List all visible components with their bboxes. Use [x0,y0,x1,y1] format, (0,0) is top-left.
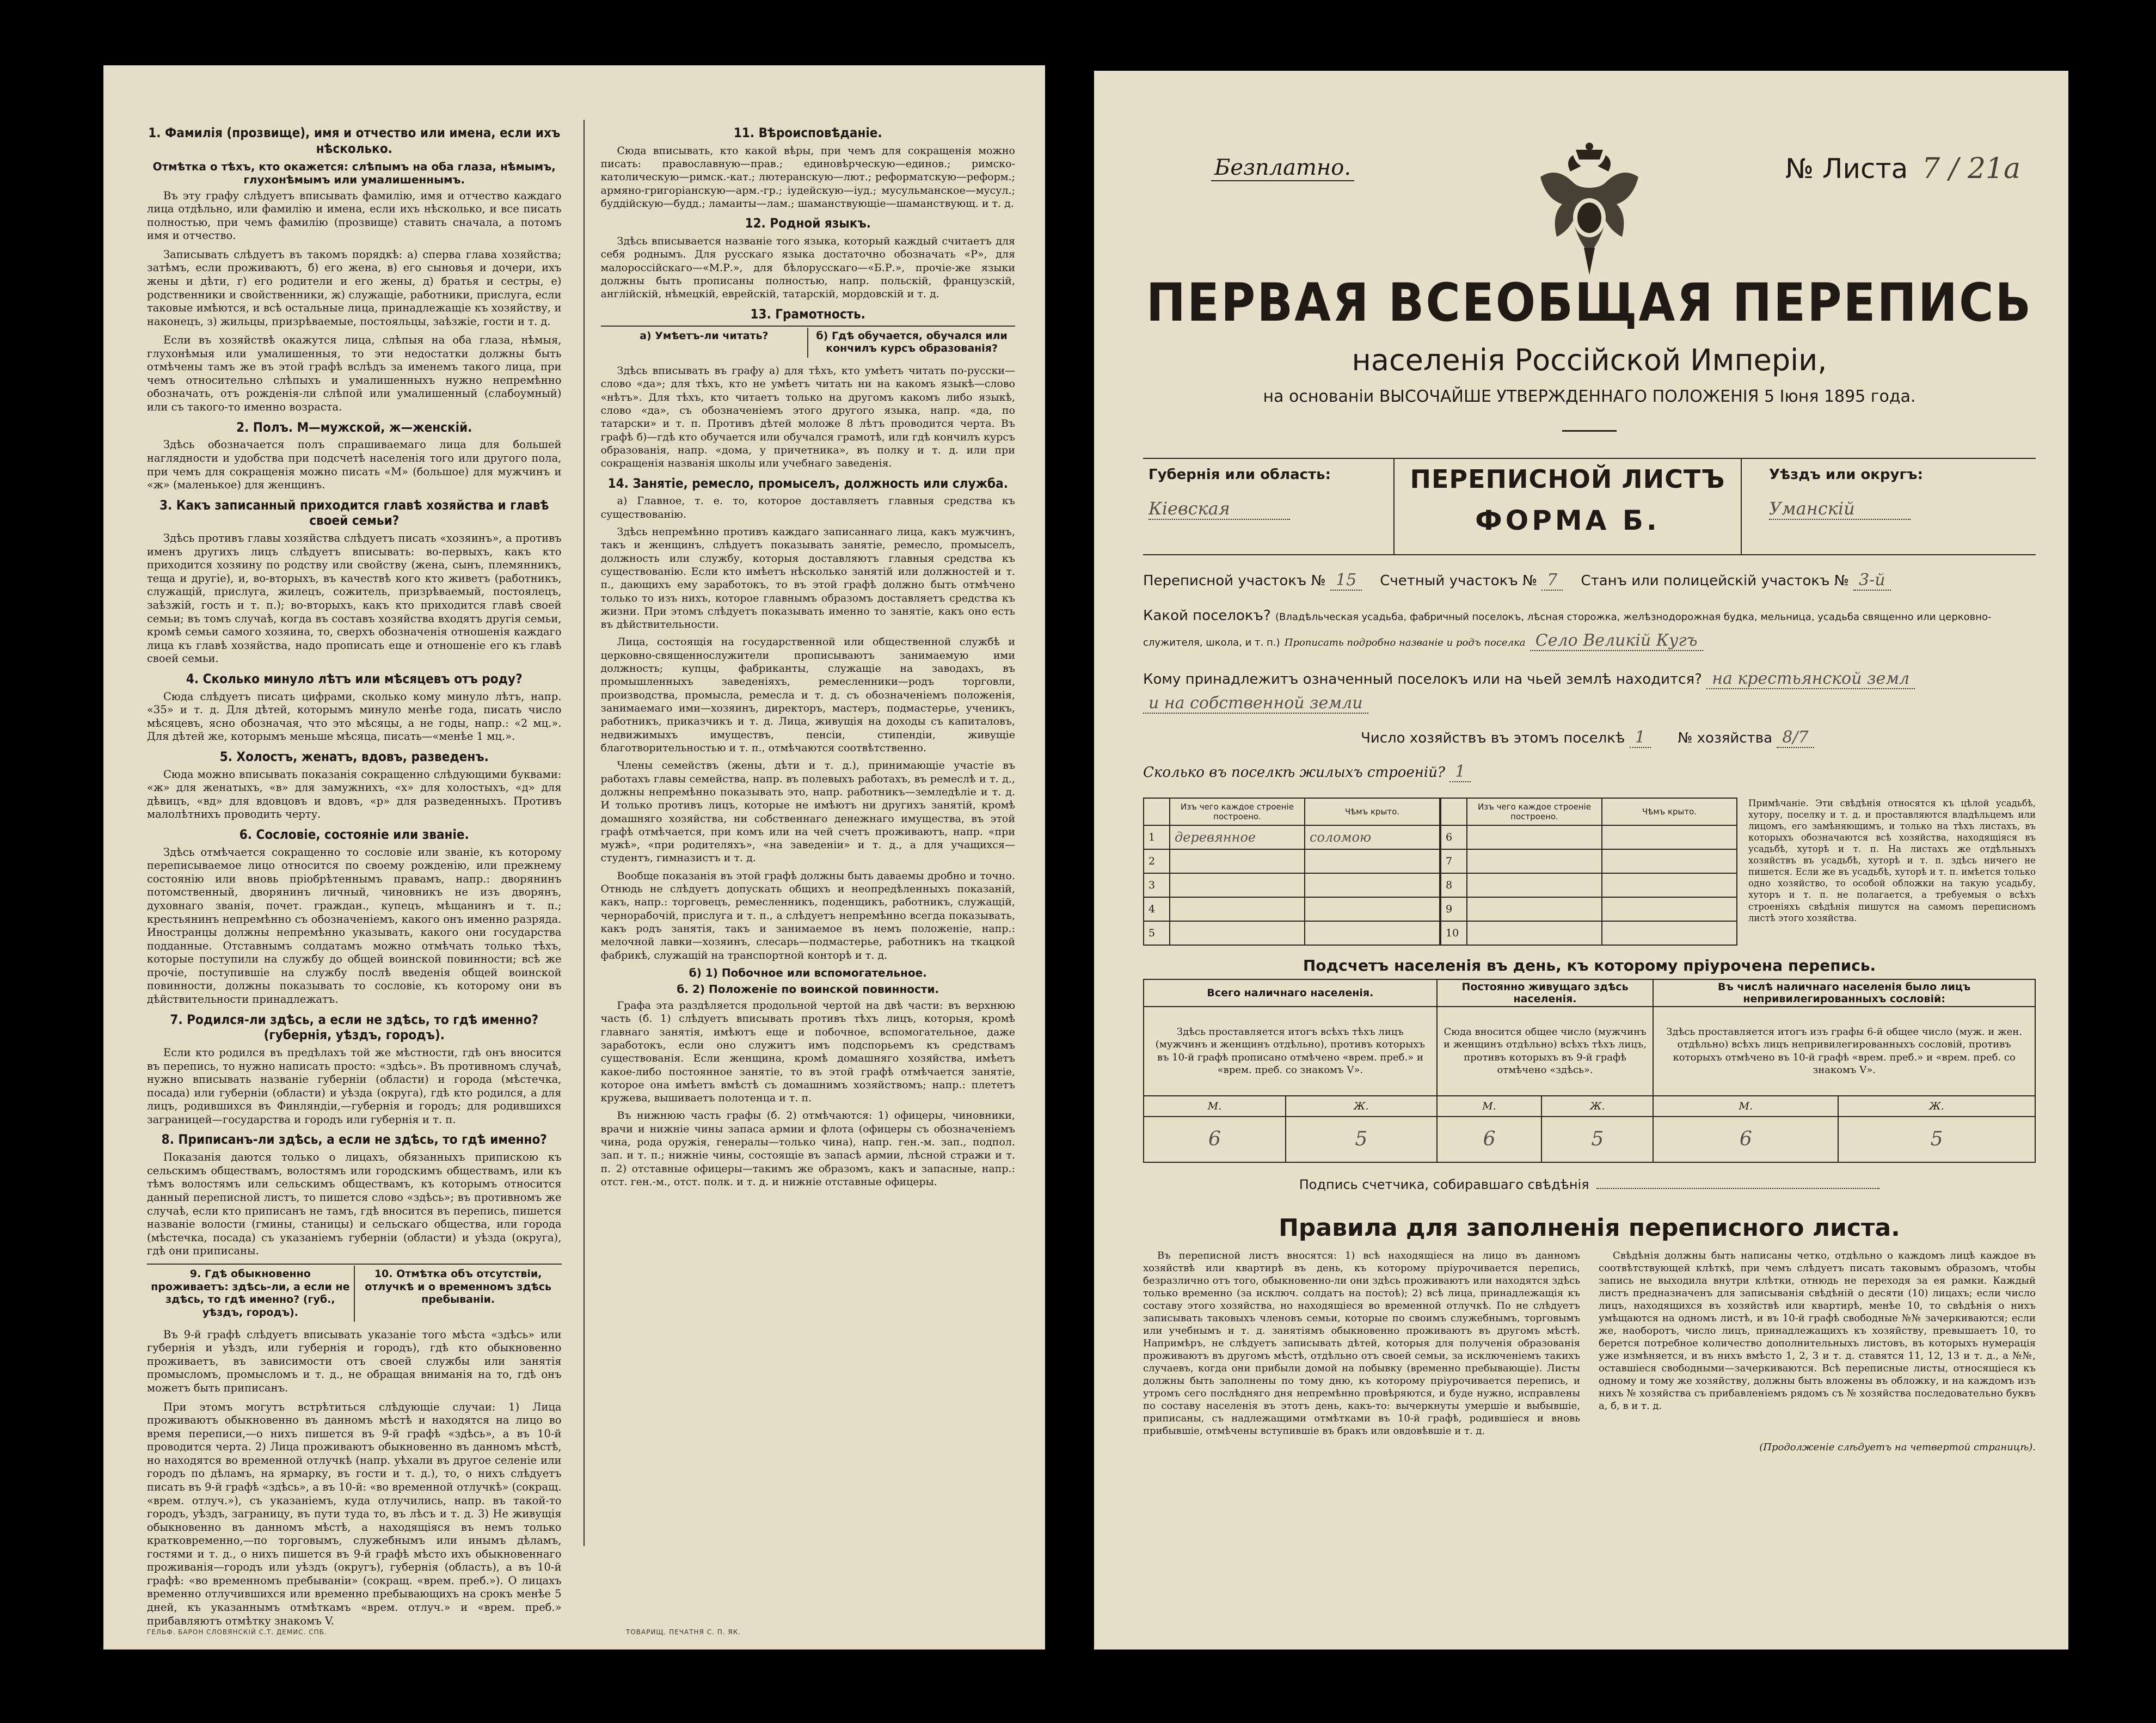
buildings-label: Сколько въ поселкѣ жилыхъ строеній? [1143,764,1445,781]
total-female-value[interactable]: 5 [1286,1117,1437,1162]
imperial-eagle-icon [1524,139,1655,280]
section-4-title: 4. Сколько минуло лѣтъ или мѣсяцевъ отъ роду? [186,671,523,686]
row-number: 6 [1441,825,1467,849]
divider [1562,430,1617,432]
table-row [1144,849,1440,873]
section-13-right: б) Гдѣ обучается, обучался или кончилъ курсъ образованія? [807,328,1015,358]
signature-line [1143,1177,2036,1192]
section-8-para: Показанія даются только о лицахъ, обязанныхъ припискою къ сельскимъ обществамъ, волостямъ или городскимъ обществамъ, или къ тѣмъ волостямъ или сельскимъ обществамъ, къ которымъ относится данный переписной листъ, то пишется слово «здѣсь»; въ противномъ же случаѣ, если кто приписанъ не тамъ, гдѣ вносится въ перепись, пишется названіе волости (гмины, станицы) и сельскаго общества, или города (мѣстечка, посада) съ указаніемъ губерніи (области) и уѣзда (округа), гдѣ они приписаны. [147,1151,562,1258]
settlement-value[interactable]: Село Великій Кугъ [1530,631,1703,651]
rules-left-column: Въ переписной листъ вносятся: 1) всѣ находящіеся на лицо въ данномъ хозяйствѣ или квартирѣ въ день, къ которому пріурочивается перепись, безразлично отъ того, обыкновенно-ли они здѣсь проживаютъ или находятся здѣсь только временно (за исключ. солдатъ на постоѣ); 2) всѣ лица, принадлежащія къ составу этого хозяйства, но находящіеся во временной отлучкѣ. По не слѣдуетъ записывать таковыхъ членовъ семьи, которые по своимъ служебнымъ, торговымъ или учебнымъ и т. д. занятіямъ обыкновенно проживаютъ въ другомъ мѣстѣ. Напримѣръ, не слѣдуетъ записывать дѣтей, которыя для полученія образованія проживаютъ въ другомъ мѣстѣ, отдѣльно отъ своей семьи, за исключеніемъ такихъ случаевъ, когда они прибыли домой на побывку (временно пребывающіе). Листы должны быть заполнены по тому дню, къ которому пріурочивается перепись, и утромъ сего послѣдняго дня непремѣнно провѣряются, и буде нужно, исправлены по составу населенія въ этотъ день, какъ-то: вычеркнуты умершіе и выбывшіе, приписаны, съ надлежащими отмѣтками въ 10-й графѣ, родившіеся и вновь прибывшіе, отмѣчены вступившіе въ бракъ или овдовѣвшіе и т. д. [1143,1249,1580,1437]
form-title-table [1143,458,2036,555]
owner-value[interactable]: на крестьянской земл [1706,669,1915,689]
form-title-line-1: ПЕРЕПИСНОЙ ЛИСТЪ [1410,464,1725,494]
buildings-value[interactable]: 1 [1449,762,1471,782]
table-row [1441,849,1737,873]
uezd-label: Уѣздъ или округъ: [1769,467,1923,483]
rules-text [1143,1249,2036,1437]
roof-cell[interactable]: соломою [1305,825,1440,849]
material-cell[interactable] [1170,897,1305,921]
section-14-b1: б) 1) Побочное или вспомогательное. [689,966,927,979]
population-table [1143,979,2036,1163]
row-number: 9 [1441,897,1467,921]
uezd-cell [1742,459,2036,554]
roof-header: Чѣмъ крыто. [1602,798,1737,825]
subtitle-2: на основаніи ВЫСОЧАЙШЕ УТВЕРЖДЕННАГО ПОЛОЖЕНІЯ 5 Іюня 1895 года. [1263,387,1916,406]
buildings-line [1143,762,2036,781]
male-header: М. [1144,1096,1286,1117]
section-7-title: 7. Родился-ли здѣсь, а если не здѣсь, то гдѣ именно? (губернія, уѣздъ, городъ). [170,1011,539,1043]
left-imprint: ГЕЛЬФ. БАРОН СЛОВЯНСКІЙ С.Т. ДЕМИС. СПБ. [147,1628,327,1636]
stan-value[interactable]: 3-й [1853,571,1891,591]
male-header: М. [1437,1096,1542,1117]
form-title [1393,459,1742,554]
table-row [1144,873,1440,897]
roof-cell[interactable] [1305,849,1440,873]
total-population-header: Всего наличнаго населенія. [1144,979,1437,1007]
material-header: Изъ чего каждое строеніе построено. [1170,798,1305,825]
section-1-para-1: Въ эту графу слѣдуетъ вписывать фамилію, имя и отчество каждаго лица отдѣльно, или фамилію и имена, если ихъ нѣсколько, и все писать полностью, при чемъ фамилію (прозвище) ставить сначала, а потомъ имя и отчество. [147,189,562,242]
right-imprint: ТОВАРИЩ. ПЕЧАТНЯ С. П. ЯК. [626,1628,741,1636]
section-1-subtitle: Отмѣтка о тѣхъ, кто окажется: слѣпымъ на оба глаза, нѣмымъ, глухонѣмымъ или умалишеннымъ. [152,160,556,186]
main-title: ПЕРВАЯ ВСЕОБЩАЯ ПЕРЕПИСЬ [1146,272,2033,333]
row-number-header [1144,798,1170,825]
material-header: Изъ чего каждое строеніе построено. [1467,798,1602,825]
sheet-number-label: № Листа [1785,153,1908,185]
total-population-explanation: Здѣсь проставляется итогъ всѣхъ тѣхъ лицъ (мужчинъ и женщинъ отдѣльно), противъ которыхъ въ 10-й графѣ прописано отмѣчено «врем. преб.» и «врем. преб. со знакомъ V». [1144,1007,1437,1096]
subtitle-1: населенія Россійской Имперіи, [1352,343,1827,377]
section-13-title: 13. Грамотность. [750,306,865,322]
section-6-para: Здѣсь отмѣчается сокращенно то сословіе или званіе, къ которому переписываемое лицо относится по своему рожденію, или прежнему состоянію или вновь пріобрѣтеннымъ правамъ, напр.: дворянинъ потомственный, дворянинъ личный, чиновникъ не изъ дворянъ, духовнаго званія, почет. граждан., купецъ, мѣщанинъ и т. п.; крестьянинъ непремѣнно съ обозначеніемъ, какого онъ именно разряда. Иностранцы должны непремѣнно указывать, какого они государства подданные. Отставнымъ солдатамъ можно отмѣчать только тѣхъ, которые поступили на службу до общей воинской повинности; всѣ же прочіе, поступившіе на службу послѣ введенія общей воинской повинности, должны показывать то сословіе, къ которому они въ дѣйствительности принадлежатъ. [147,845,562,1005]
section-14-para-1: а) Главное, т. е. то, которое доставляетъ главныя средства къ существованію. [600,495,1015,520]
signature-label: Подпись счетчика, собиравшаго свѣдѣнія [1299,1176,1589,1192]
section-1-para-2: Записывать слѣдуетъ въ такомъ порядкѣ: а) сперва глава хозяйства; затѣмъ, если проживаютъ, б) его жена, в) его сыновья и дочери, ихъ жены и дѣти, г) его родители и его жены, д) братья и сестры, е) родственники и свойственники, ж) служащіе, работники, прислуга, если таковые имѣются, и всѣ остальные лица, принадлежащіе къ хозяйству, и наконецъ, з) жильцы, призрѣваемые, постояльцы, заѣзжіе, гости и т. д. [147,248,562,328]
households-value[interactable]: 1 [1630,728,1651,748]
material-cell[interactable] [1170,921,1305,945]
gubernia-cell [1143,459,1393,554]
buildings-section [1143,798,2036,946]
section-9-10-header [147,1264,562,1325]
section-12-title: 12. Родной языкъ. [745,216,871,231]
table-row [1144,897,1440,921]
roof-cell[interactable] [1305,873,1440,897]
female-header: Ж. [1541,1096,1653,1117]
female-header: Ж. [1286,1096,1437,1117]
table-row [1441,825,1737,849]
households-label: Число хозяйствъ въ этомъ поселкѣ [1361,729,1625,746]
rules-title: Правила для заполненія переписного листа. [1279,1213,1900,1242]
material-cell[interactable]: деревянное [1170,825,1305,849]
row-number: 5 [1144,921,1170,945]
material-cell[interactable] [1467,897,1602,921]
settlement-line [1143,605,2036,654]
material-cell[interactable] [1467,873,1602,897]
census-district-label: Переписной участокъ № [1143,573,1326,589]
section-11-para: Сюда вписывать, кто какой вѣры, при чемъ для сокращенія можно писать: православную—прав.; единовѣрческую—единов.; римско-католическую—римск.-кат.; лютеранскую—лют.; реформатскую—реформ.; армяно-григоріанскую—арм.-гр.; іудейскую—іуд.; мусульманское—мусул.; буддійскую—будд.; ламаиты—лам.; шаманствующіе—шаманствующ. и т. д. [600,144,1015,210]
section-5-title: 5. Холостъ, женатъ, вдовъ, разведенъ. [219,749,489,764]
owner-line-2 [1143,694,2036,713]
section-1-title: 1. Фамилія (прозвище), имя и отчество или имена, если ихъ нѣсколько. [148,125,561,156]
section-11-title: 11. Вѣроисповѣданіе. [733,125,882,140]
material-cell[interactable] [1170,873,1305,897]
total-male-value[interactable]: 6 [1144,1117,1286,1162]
section-1-para-3: Если въ хозяйствѣ окажутся лица, слѣпыя на оба глаза, нѣмыя, глухонѣмыя или умалишенныя, то эти недостатки должны быть отмѣчены тамъ же въ этой графѣ вслѣдъ за именемъ такого лица, при чемъ относительно слѣпыхъ и умалишенныхъ нужно непремѣнно обозначать, отъ рожденія-ли слѣпой или умалишенный (слабоумный) или съ такого-то именно возраста. [147,334,562,414]
section-9-para-2: При этомъ могутъ встрѣтиться слѣдующіе случаи: 1) Лица проживаютъ обыкновенно въ данномъ мѣстѣ и находятся на лицо во время переписи,—о нихъ пишется въ 9-й графѣ «здѣсь», а въ 10-й проводится черта. 2) Лица проживаютъ обыкновенно въ данномъ мѣстѣ, но находятся во временной отлучкѣ (напр. уѣхали въ другое селеніе или городъ по дѣламъ, на ярмарку, въ гости и т. д.), то, о нихъ слѣдуетъ писать въ 9-й графѣ «здѣсь», а въ 10-й: «во временной отлучкѣ» (сокращ. «врем. отлуч.»), съ указаніемъ, куда отлучились, напр. въ такой-то городъ, уѣздъ, заграницу, въ пути туда то, въ лѣсъ и т. д. 3) Не живущія обыкновенно въ данномъ мѣстѣ, а находящіяся въ немъ только кратковременно,—по торговымъ, служебнымъ или инымъ дѣламъ, гостями и т. д., о нихъ пишется въ 9-й графѣ мѣсто ихъ обыкновеннаго проживанія—городъ или уѣздъ (округъ), губернія (область), а въ 10-й графѣ: «во временномъ пребываніи» (сокращ. «врем. преб.»). О лицахъ временно отлучившихся или временно пребывающихъ на срокъ менѣе 5 дней, къ указаннымъ отмѣткамъ «врем. отлуч.» и «врем. преб.» прибавляютъ отмѣтку знакомъ V. [147,1400,562,1627]
rules-continued: (Продолженіе слѣдуетъ на четвертой страницѣ). [1759,1442,2036,1454]
stan-label: Станъ или полицейскій участокъ № [1581,573,1849,589]
table-row [1144,921,1440,945]
uezd-value[interactable]: Уманскій [1769,498,1911,520]
permanent-female-value[interactable]: 5 [1541,1117,1653,1162]
material-cell[interactable] [1467,921,1602,945]
row-number: 4 [1144,897,1170,921]
roof-cell[interactable] [1305,897,1440,921]
buildings-table-right [1440,798,1737,946]
owner-value-2[interactable]: и на собственной земли [1143,694,1368,714]
roof-cell[interactable] [1602,825,1737,849]
districts-line [1143,571,2036,590]
table-row [1441,897,1737,921]
gubernia-label: Губернія или область: [1148,467,1331,483]
table-row [1441,873,1737,897]
roof-cell[interactable] [1602,921,1737,945]
section-4-para: Сюда слѣдуетъ писать цифрами, сколько кому минуло лѣтъ, напр. «35» и т. д. Для дѣтей, которымъ минуло менѣе года, писать число мѣсяцевъ, ясно обозначая, что это мѣсяцы, а не годы, напр.: «2 мц.». Для дѣтей же, которымъ меньше мѣсяца, писать—«менѣе 1 мц.». [147,690,562,743]
section-13-left: а) Умѣетъ-ли читать? [640,329,769,342]
owner-line [1143,669,2036,688]
settlement-label: Какой поселокъ? [1143,608,1271,624]
row-number: 3 [1144,873,1170,897]
permanent-population-explanation: Сюда вносится общее число (мужчинъ и женщинъ отдѣльно) всѣхъ тѣхъ лицъ, противъ которыхъ въ 9-й графѣ отмѣчено «здѣсь». [1437,1007,1654,1096]
section-2-title: 2. Полъ. М—мужской, ж—женскій. [236,419,472,435]
section-14-para-4: Члены семействъ (жены, дѣти и т. д.), принимающіе участіе въ работахъ главы семейства, напр. въ полевыхъ работахъ, въ ремеслѣ и т. д., должны непремѣнно показывать это, напр. работникъ—земледѣліе и т. д. И только противъ лицъ, которые не имѣютъ ни другихъ занятій, кромѣ домашняго хозяйства, ни собственнаго денежнаго имущества, въ этой графѣ отмѣчается, при комъ или на чей счетъ проживаютъ, напр. «при мужѣ», «при родителяхъ», «на заведеніи» и т. д., а для учащихся—студентъ, гимназистъ и т. д. [600,759,1015,864]
population-title: Подсчетъ населенія въ день, къ которому пріурочена перепись. [1303,956,1876,974]
row-number-header [1441,798,1467,825]
roof-header: Чѣмъ крыто. [1305,798,1440,825]
section-13-para: Здѣсь вписывать въ графу а) для тѣхъ, кто умѣетъ читать по-русски—слово «да»; для тѣхъ, кто не умѣетъ читать ни на какомъ языкѣ—слово «нѣтъ». Для тѣхъ, кто читаетъ только на другомъ какомъ либо языкѣ, слово «да», съ обозначеніемъ этого другого языка, напр. «да, по татарски» и т. п. Противъ дѣтей моложе 8 лѣтъ проводится черта. Въ графѣ б)—гдѣ кто обучается или обучался грамотѣ, или гдѣ кончилъ курсъ образованія, напр. «дома, у причетника», въ полку и т. д. или при сокращенія названія школы или учебнаго заведенія. [600,365,1015,470]
section-7-para: Если кто родился въ предѣлахъ той же мѣстности, гдѣ онъ вносится въ перепись, то нужно написать просто: «здѣсь». Въ противномъ случаѣ, нужно вписывать названіе губерніи (области) и города (мѣстечка, посада) или губерніи (области) и уѣзда (округа), гдѣ кто родился, а для лицъ, родившихся въ Финляндіи,—губернія и городъ; для родившихся заграницей—государства и городъ или губернія и т. п. [147,1046,562,1126]
free-label: Безплатно. [1211,155,1354,181]
section-14-title: 14. Занятіе, ремесло, промыселъ, должность или служба. [607,475,1008,491]
table-row [1144,825,1440,849]
material-cell[interactable] [1170,849,1305,873]
table-row [1441,921,1737,945]
female-header: Ж. [1838,1096,2035,1117]
roof-cell[interactable] [1602,897,1737,921]
settlement-hint-2: Прописать подробно названіе и родъ поселка [1284,636,1526,648]
left-page [103,65,1045,1650]
section-10-title: 10. Отмѣтка объ отсутствіи, отлучкѣ и о временномъ здѣсь пребываніи. [354,1266,562,1322]
counting-district-label: Счетный участокъ № [1380,573,1537,589]
row-number: 1 [1144,825,1170,849]
section-14-para-2: Здѣсь непремѣнно противъ каждаго записаннаго лица, какъ мужчинъ, такъ и женщинъ, слѣдуетъ показывать занятіе, ремесло, промыселъ, должность или службу, которыя доставляютъ главныя средства къ существованію. Если кто имѣетъ нѣсколько занятій или должностей и т. п., дающихъ ему заработокъ, то въ этой графѣ должно быть отмѣчено только то изъ нихъ, которое главнымъ образомъ доставляетъ средства къ жизни. При этомъ слѣдуетъ показывать именно то занятіе, какъ оно есть въ дѣйствительности. [600,525,1015,631]
nonprivileged-female-value[interactable]: 5 [1838,1117,2035,1162]
left-column [147,120,562,1627]
section-14-b2: б. 2) Положеніе по воинской повинности. [677,982,939,996]
section-2-para: Здѣсь обозначается полъ спрашиваемаго лица для большей наглядности и удобства при подсчетѣ населенія того или другого пола, при чемъ для сокращенія можно писать «М» (большое) для мужчинъ и «ж» (маленькое) для женщинъ. [147,438,562,492]
household-no-value[interactable]: 8/7 [1777,728,1814,748]
rules-right-column: Свѣдѣнія должны быть написаны четко, отдѣльно о каждомъ лицѣ каждое въ соотвѣтствующей клѣткѣ, при чемъ слѣдуетъ писать таковымъ образомъ, чтобы запись не выходила внутри клѣтки, отнюдь не переходя за ея рамки. Каждый листъ предназначенъ для записыванія свѣдѣній о десяти (10) лицахъ; если число лицъ, находящихся въ хозяйствѣ или квартирѣ, менѣе 10, то свѣдѣнія о нихъ умѣщаются на одномъ листѣ, и въ 10-й графѣ свободные №№ зачеркиваются; если же, наоборотъ, число лицъ, принадлежащихъ къ хозяйству, превышаетъ 10, то берется потребное количество дополнительныхъ листовъ, въ которыхъ нумерація уже измѣняется, и въ нихъ вмѣсто 1, 2, 3 и т. д. ставятся 11, 12, 13 и т. д., а №№, оставшіеся свободными—зачеркиваются. Всѣ переписные листы, относящіеся къ одному и тому же хозяйству, должны быть вложены въ обложку, и на каждомъ изъ нихъ № хозяйства съ прибавленіемъ рядомъ съ № хозяйства последовательно буквъ а, б, в и т. д. [1599,1249,2036,1412]
roof-cell[interactable] [1602,849,1737,873]
male-header: М. [1653,1096,1838,1117]
row-number: 8 [1441,873,1467,897]
row-number: 7 [1441,849,1467,873]
roof-cell[interactable] [1305,921,1440,945]
section-6-title: 6. Сословіе, состояніе или званіе. [239,826,469,842]
buildings-note: Примѣчаніе. Эти свѣдѣнія относятся къ цѣлой усадьбѣ, хутору, поселку и т. д. и проставляются владѣльцемъ или лицомъ, его замѣняющимъ, и только на тѣхъ листахъ, въ которыхъ обозначаются всѣ хозяйства, находящіяся въ усадьбѣ, хуторѣ и т. п. На листахъ же отдѣльныхъ хозяйствъ въ усадьбѣ, хуторѣ и т. п. здѣсь ничего не пишется. Если же въ усадьбѣ, хуторѣ и т. п. имѣется только одно хозяйство, то особой обложки на такую усадьбу, хуторъ и т. п. не полагается, а требуемыя о всѣхъ строеніяхъ свѣдѣнія пишутся на самомъ переписномъ листѣ этого хозяйства. [1748,798,2036,923]
section-13-header [601,326,1016,361]
section-14-para-3: Лица, состоящія на государственной или общественной службѣ и церковно-священнослужители прописываютъ занимаемую ими должность; купцы, фабриканты, служащіе на заводахъ, въ промышленныхъ заведеніяхъ, ремесленники—родъ торговли, производства, промысла, ремесла и т. д. съ обозначеніемъ положенія, занимаемаго ими—хозяинъ, директоръ, мастеръ, подмастерье, ученикъ, работникъ, приказчикъ и т. д. Лица, живущія на доходы съ капиталовъ, недвижимыхъ имуществъ, пенсіи, стипендіи, живущіе благотворительностью и т. п., отмѣчаются соотвѣтственно. [600,636,1015,754]
section-14-para-5: Вообще показанія въ этой графѣ должны быть даваемы дробно и точно. Отнюдь не слѣдуетъ допускать общихъ и неопредѣленныхъ показаній, какъ, напр.: торговецъ, ремесленникъ, поденщикъ, работникъ, служащій, чернорабочій, прислуга и т. п., а слѣдуетъ непремѣнно всегда показывать, какъ родъ занятія, такъ и занимаемое въ немъ положеніе, напр.: мелочной лавки—хозяинъ, слесарь—подмастерье, работникъ на ткацкой фабрикѣ, служащій на транспортной конторѣ и т. д. [600,869,1015,961]
household-no-label: № хозяйства [1678,729,1773,746]
nonprivileged-male-value[interactable]: 6 [1653,1117,1838,1162]
section-9-para-1: Въ 9-й графѣ слѣдуетъ вписывать указаніе того мѣста «здѣсь» или губернія и уѣздъ, или губернія и городъ), гдѣ кто обыкновенно проживаетъ, въ зависимости отъ своей службы или занятія промысломъ, промысломъ и т. д., не обращая вниманія на то, гдѣ онъ можетъ быть приписанъ. [147,1328,562,1395]
section-14-para-9: Въ нижнюю часть графы (б. 2) отмѣчаются: 1) офицеры, чиновники, врачи и нижніе чины запаса армии и флота (офицеры съ обозначеніемъ чина, рода оружія, генералы—только чина), напр. ген.-м. зап., подпол. зап. и т. п.; нижніе чины, состоящіе въ запасѣ армии, лѣсной стражи и т. п. 2) отставные офицеры—такимъ же образомъ, какъ и запасные, напр.: отст. ген.-м., отст. полк. и т. д. и нижніе отставные офицеры. [600,1109,1015,1188]
section-9-title: 9. Гдѣ обыкновенно проживаетъ: здѣсь-ли, а если не здѣсь, то гдѣ именно? (губ., уѣздъ, городъ). [151,1267,350,1319]
material-cell[interactable] [1467,825,1602,849]
section-3-title: 3. Какъ записанный приходится главѣ хозяйства и главѣ своей семьи? [159,497,549,529]
form-header [1143,136,2036,332]
sheet-number [1785,152,2020,185]
section-8-title: 8. Приписанъ-ли здѣсь, а если не здѣсь, то гдѣ именно? [161,1132,547,1148]
settlement-hint: (Владѣльческая усадьба, фабричный поселокъ, лѣсная сторожка, желѣзнодорожная будка, мельница, усадьба священно или церковно-служителя, школа, и т. п.) [1143,611,1992,648]
nonprivileged-header: Въ числѣ наличнаго населенія было лицъ непривилегированныхъ сословій: [1653,979,2035,1007]
permanent-male-value[interactable]: 6 [1437,1117,1542,1162]
right-column [583,120,1016,1546]
sheet-number-value: 7 / 21а [1922,152,2020,185]
section-12-para: Здѣсь вписывается названіе того языка, который каждый считаетъ для себя роднымъ. Для русскаго языка достаточно обозначать «Р», для малороссійскаго—«М.Р.», для бѣлорусскаго—«Б.Р.», прочіе-же языки должны быть прописаны полностью, напр. польскій, французскій, англійскій, нѣмецкій, еврейскій, татарскій, мордовскій и т. д. [600,235,1015,301]
signature-field[interactable] [1596,1188,1879,1189]
gubernia-value[interactable]: Кіевская [1148,498,1290,520]
section-14-para-8: Графа эта раздѣляется продольной чертой на двѣ части: въ верхнюю часть (б. 1) слѣдуетъ вписывать противъ тѣхъ лицъ, которыя, кромѣ главнаго занятія, имѣютъ еще и побочное, вспомогательное, даже заработокъ, если оно служитъ имъ подспорьемъ къ средствамъ существованія. Если женщина, кромѣ домашняго хозяйства, имѣетъ какое-либо постоянное занятіе, то въ этой графѣ отмѣчается занятіе, которое она имѣетъ вмѣстѣ съ домашнимъ хозяйствомъ; напр.: плететъ кружева, вышиваетъ полотенца и т. п. [600,999,1015,1105]
material-cell[interactable] [1467,849,1602,873]
counting-district-value[interactable]: 7 [1541,571,1563,591]
right-page [1094,71,2068,1650]
section-5-para: Сюда можно вписывать показанія сокращенно слѣдующими буквами: «ж» для женатыхъ, «в» для замужнихъ, «х» для холостыхъ, «д» для дѣвицъ, «вд» для вдовцовъ и вдовъ, «р» для разведенныхъ. Противъ малолѣтнихъ проводить черту. [147,768,562,821]
households-line [1143,728,2036,747]
nonprivileged-explanation: Здѣсь проставляется итогъ изъ графы 6-й общее число (муж. и жен. отдѣльно) всѣхъ лицъ непривилегированныхъ сословій, противъ которыхъ отмѣчено въ 10-й графѣ «врем. преб.» и «врем. преб. со знакомъ V». [1653,1007,2035,1096]
form-title-line-2: ФОРМА Б. [1475,505,1660,536]
owner-label: Кому принадлежитъ означенный поселокъ или на чьей землѣ находится? [1143,671,1702,688]
row-number: 2 [1144,849,1170,873]
section-3-para: Здѣсь противъ главы хозяйства слѣдуетъ писать «хозяинъ», а противъ именъ другихъ лицъ слѣдуетъ вписывать: во-первыхъ, какъ кто приходится хозяину по родству или свойству (жена, сынъ, племянникъ, теща и другіе), и, во-вторыхъ, въ качествѣ кого кто живетъ (работникъ, служащій, прислуга, жилецъ, сожитель, призрѣваемый, постоялецъ, заѣзжій, гость и т. п.); во-вторыхъ, какъ кто приходится главѣ своей семьи; въ томъ случаѣ, когда въ составъ хозяйства входятъ другія семьи, кромѣ семьи самого хозяина, то, сверхъ обозначенія отношенія каждаго лица къ главѣ хозяйства, надо прописать еще и отношеніе его къ главѣ своей семьи. [147,532,562,665]
census-district-value[interactable]: 15 [1330,571,1362,591]
buildings-table-left [1143,798,1440,946]
roof-cell[interactable] [1602,873,1737,897]
row-number: 10 [1441,921,1467,945]
permanent-population-header: Постоянно живущаго здѣсь населенія. [1437,979,1654,1007]
